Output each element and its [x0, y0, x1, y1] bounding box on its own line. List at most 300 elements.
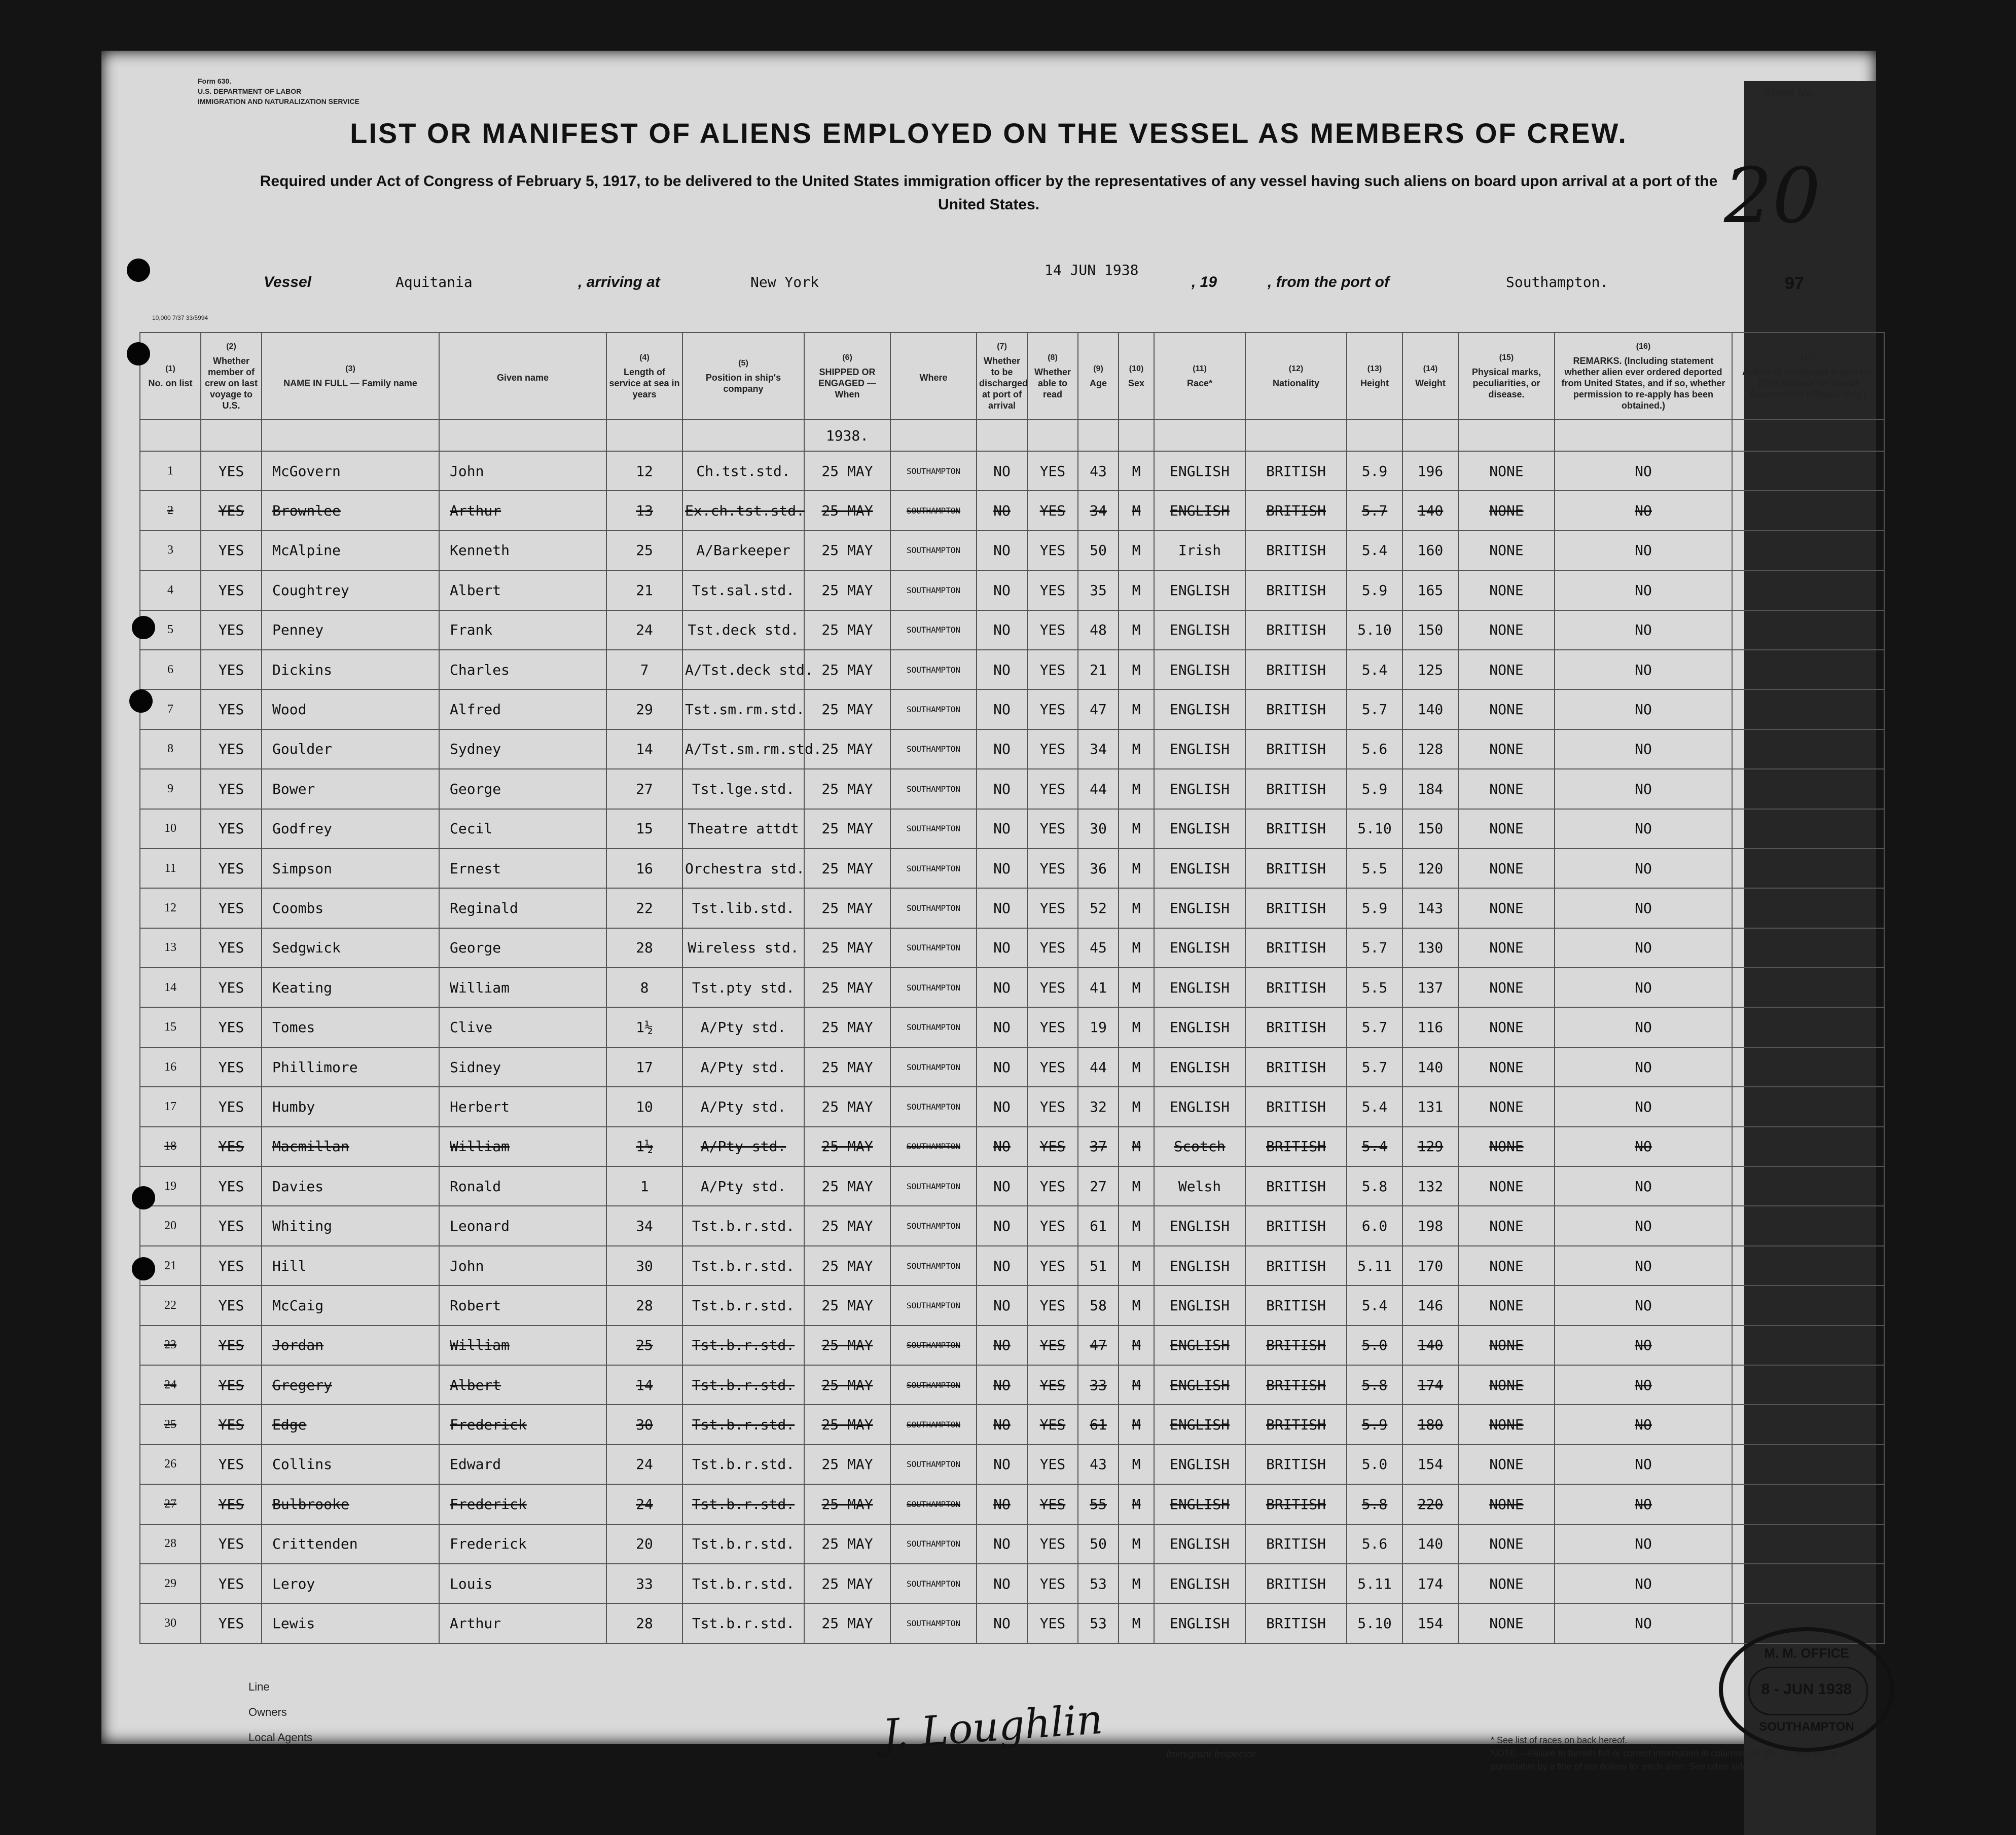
column-number: (15) [1499, 353, 1514, 362]
column-number: (16) [1636, 342, 1651, 351]
cell-read: YES [1027, 1127, 1078, 1166]
column-label: Given name [496, 373, 549, 383]
cell-discharged: NO [977, 1127, 1027, 1166]
cell-where: SOUTHAMPTON [890, 1326, 977, 1365]
cell-weight: 180 [1402, 1405, 1458, 1444]
cell-family: Sedgwick [262, 928, 439, 968]
cell-remarks: NO [1555, 1524, 1732, 1564]
cell-weight: 196 [1402, 451, 1458, 491]
cell-remarks: NO [1555, 1206, 1732, 1245]
cell-weight: 137 [1402, 968, 1458, 1007]
cell-service: 30 [606, 1246, 682, 1286]
cell-where: SOUTHAMPTON [890, 491, 977, 530]
table-row [140, 809, 1884, 849]
cell-prev: YES [201, 689, 262, 729]
cell-age: 61 [1078, 1206, 1119, 1245]
cell-race: Welsh [1154, 1166, 1245, 1206]
cell-height: 5.7 [1347, 1047, 1402, 1087]
cell-sex: M [1119, 1246, 1154, 1286]
cell-remarks: NO [1555, 1365, 1732, 1405]
cell-read: YES [1027, 1603, 1078, 1643]
cell-discharged: NO [977, 610, 1027, 650]
cell-height: 5.7 [1347, 689, 1402, 729]
cell-no: 12 [140, 888, 201, 928]
table-row [140, 1206, 1884, 1245]
column-label: Where [919, 373, 948, 383]
cell-where: SOUTHAMPTON [890, 1564, 977, 1603]
cell-remarks: NO [1555, 610, 1732, 650]
cell-when: 25 MAY [804, 1246, 890, 1286]
cell-position: Tst.b.r.std. [682, 1365, 804, 1405]
cell-prev: YES [201, 650, 262, 689]
cell-family: Hill [262, 1246, 439, 1286]
cell-where: SOUTHAMPTON [890, 1047, 977, 1087]
table-row [140, 491, 1884, 530]
cell-inspector-action [1732, 610, 1884, 650]
owners-label: Owners [248, 1706, 287, 1718]
cell-marks: NONE [1458, 769, 1555, 809]
cell-prev: YES [201, 1365, 262, 1405]
cell-read: YES [1027, 1087, 1078, 1126]
cell-age: 32 [1078, 1087, 1119, 1126]
column-label: NAME IN FULL — Family name [283, 378, 417, 388]
cell-family: Godfrey [262, 809, 439, 849]
arriving-label: , arriving at [578, 274, 660, 290]
cell-no: 21 [140, 1246, 201, 1286]
cell-where: SOUTHAMPTON [890, 1246, 977, 1286]
column-header [804, 333, 890, 420]
cell-position: Tst.sm.rm.std. [682, 689, 804, 729]
cell-sex: M [1119, 1445, 1154, 1484]
cell-marks: NONE [1458, 650, 1555, 689]
cell-weight: 220 [1402, 1484, 1458, 1524]
table-row [140, 1484, 1884, 1524]
column-number: (14) [1423, 364, 1438, 373]
table-row [140, 650, 1884, 689]
cell-race: ENGLISH [1154, 610, 1245, 650]
cell-inspector-action [1732, 928, 1884, 968]
cell-height: 5.6 [1347, 729, 1402, 769]
cell-no: 9 [140, 769, 201, 809]
cell-race: ENGLISH [1154, 769, 1245, 809]
cell-marks: NONE [1458, 1087, 1555, 1126]
cell-sex: M [1119, 1405, 1154, 1444]
table-row [140, 1246, 1884, 1286]
cell-family: Wood [262, 689, 439, 729]
column-header [201, 333, 262, 420]
cell-where: SOUTHAMPTON [890, 1007, 977, 1047]
cell-where: SOUTHAMPTON [890, 1127, 977, 1166]
cell-read: YES [1027, 1206, 1078, 1245]
cell-position: Theatre attdt [682, 809, 804, 849]
cell-where: SOUTHAMPTON [890, 1405, 977, 1444]
cell-race: ENGLISH [1154, 1405, 1245, 1444]
cell-race: ENGLISH [1154, 1524, 1245, 1564]
cell-given: Cecil [439, 809, 606, 849]
cell-height: 5.0 [1347, 1445, 1402, 1484]
cell-read: YES [1027, 1445, 1078, 1484]
cell-read: YES [1027, 451, 1078, 491]
cell-height: 5.10 [1347, 1603, 1402, 1643]
manifest-sheet [101, 51, 1876, 1772]
empty-cell [1119, 420, 1154, 451]
cell-remarks: NO [1555, 650, 1732, 689]
cell-service: 24 [606, 610, 682, 650]
cell-no: 10 [140, 809, 201, 849]
cell-sex: M [1119, 491, 1154, 530]
cell-weight: 130 [1402, 928, 1458, 968]
cell-position: A/Tst.deck std. [682, 650, 804, 689]
cell-height: 5.5 [1347, 968, 1402, 1007]
inspector-signature: J. Loughlin [881, 1695, 1104, 1758]
cell-height: 5.4 [1347, 1286, 1402, 1325]
cell-when: 25 MAY [804, 610, 890, 650]
table-row [140, 1127, 1884, 1166]
cell-marks: NONE [1458, 451, 1555, 491]
cell-sex: M [1119, 809, 1154, 849]
cell-position: Tst.b.r.std. [682, 1484, 804, 1524]
empty-cell [439, 420, 606, 451]
cell-sex: M [1119, 968, 1154, 1007]
table-row [140, 1564, 1884, 1603]
cell-nationality: BRITISH [1245, 968, 1347, 1007]
cell-height: 5.4 [1347, 650, 1402, 689]
cell-given: Alfred [439, 689, 606, 729]
column-header [682, 333, 804, 420]
cell-when: 25 MAY [804, 1127, 890, 1166]
cell-prev: YES [201, 1524, 262, 1564]
cell-weight: 128 [1402, 729, 1458, 769]
punch-hole [129, 689, 153, 713]
cell-height: 5.6 [1347, 1524, 1402, 1564]
cell-position: A/Pty std. [682, 1007, 804, 1047]
cell-given: John [439, 1246, 606, 1286]
cell-marks: NONE [1458, 1206, 1555, 1245]
cell-position: Ch.tst.std. [682, 451, 804, 491]
cell-age: 33 [1078, 1365, 1119, 1405]
column-label: SHIPPED OR ENGAGED — When [818, 367, 876, 399]
cell-nationality: BRITISH [1245, 1127, 1347, 1166]
cell-race: ENGLISH [1154, 451, 1245, 491]
cell-prev: YES [201, 531, 262, 570]
cell-when: 25 MAY [804, 1445, 890, 1484]
cell-discharged: NO [977, 650, 1027, 689]
column-label: Race* [1186, 378, 1213, 388]
empty-cell [1078, 420, 1119, 451]
cell-no: 22 [140, 1286, 201, 1325]
cell-service: 25 [606, 531, 682, 570]
cell-read: YES [1027, 1166, 1078, 1206]
cell-service: 27 [606, 769, 682, 809]
cell-given: Louis [439, 1564, 606, 1603]
cell-read: YES [1027, 491, 1078, 530]
cell-remarks: NO [1555, 531, 1732, 570]
cell-given: John [439, 451, 606, 491]
empty-cell [1245, 420, 1347, 451]
cell-inspector-action [1732, 689, 1884, 729]
cell-discharged: NO [977, 809, 1027, 849]
table-row [140, 1326, 1884, 1365]
cell-nationality: BRITISH [1245, 650, 1347, 689]
column-number: (7) [997, 342, 1007, 351]
cell-given: Frederick [439, 1484, 606, 1524]
cell-position: Tst.lib.std. [682, 888, 804, 928]
cell-service: 8 [606, 968, 682, 1007]
cell-age: 37 [1078, 1127, 1119, 1166]
cell-where: SOUTHAMPTON [890, 570, 977, 610]
column-header [1245, 333, 1347, 420]
cell-read: YES [1027, 769, 1078, 809]
cell-remarks: NO [1555, 729, 1732, 769]
cell-race: ENGLISH [1154, 1603, 1245, 1643]
cell-when: 25 MAY [804, 1166, 890, 1206]
cell-age: 50 [1078, 1524, 1119, 1564]
cell-when: 25 MAY [804, 570, 890, 610]
cell-inspector-action [1732, 1445, 1884, 1484]
cell-marks: NONE [1458, 689, 1555, 729]
cell-race: ENGLISH [1154, 491, 1245, 530]
stamp-bottom-text: SOUTHAMPTON [1759, 1720, 1854, 1734]
cell-where: SOUTHAMPTON [890, 1286, 977, 1325]
cell-given: Reginald [439, 888, 606, 928]
cell-where: SOUTHAMPTON [890, 888, 977, 928]
cell-marks: NONE [1458, 1246, 1555, 1286]
column-number: (1) [165, 364, 175, 373]
cell-prev: YES [201, 1564, 262, 1603]
cell-where: SOUTHAMPTON [890, 928, 977, 968]
cell-family: Simpson [262, 849, 439, 888]
cell-no: 11 [140, 849, 201, 888]
cell-remarks: NO [1555, 1127, 1732, 1166]
cell-prev: YES [201, 610, 262, 650]
cell-read: YES [1027, 1326, 1078, 1365]
punch-hole [132, 1186, 155, 1209]
cell-weight: 154 [1402, 1445, 1458, 1484]
cell-nationality: BRITISH [1245, 1484, 1347, 1524]
column-label: Age [1089, 378, 1107, 388]
cell-read: YES [1027, 809, 1078, 849]
column-label: REMARKS. (Including statement whether alien ever ordered deported from United States, and if so, whether permission to re-apply has been obtained.) [1561, 356, 1725, 411]
cell-no: 7 [140, 689, 201, 729]
cell-age: 58 [1078, 1286, 1119, 1325]
cell-sex: M [1119, 570, 1154, 610]
table-row [140, 689, 1884, 729]
cell-where: SOUTHAMPTON [890, 968, 977, 1007]
cell-inspector-action [1732, 729, 1884, 769]
cell-race: ENGLISH [1154, 1326, 1245, 1365]
cell-sex: M [1119, 650, 1154, 689]
cell-family: Coombs [262, 888, 439, 928]
cell-position: Tst.sal.std. [682, 570, 804, 610]
cell-prev: YES [201, 968, 262, 1007]
cell-no: 26 [140, 1445, 201, 1484]
cell-remarks: NO [1555, 1603, 1732, 1643]
cell-when: 25 MAY [804, 451, 890, 491]
cell-service: 1 [606, 1166, 682, 1206]
cell-nationality: BRITISH [1245, 1564, 1347, 1603]
vessel-name: Aquitania [395, 274, 473, 290]
cell-read: YES [1027, 1286, 1078, 1325]
cell-family: Collins [262, 1445, 439, 1484]
cell-where: SOUTHAMPTON [890, 1524, 977, 1564]
agents-label: Local Agents [248, 1731, 312, 1744]
table-row [140, 928, 1884, 968]
cell-age: 44 [1078, 769, 1119, 809]
table-row [140, 1365, 1884, 1405]
cell-age: 30 [1078, 809, 1119, 849]
cell-given: Herbert [439, 1087, 606, 1126]
cell-remarks: NO [1555, 1007, 1732, 1047]
year-label: , 19 [1192, 274, 1217, 290]
cell-family: Brownlee [262, 491, 439, 530]
cell-sex: M [1119, 451, 1154, 491]
cell-race: ENGLISH [1154, 849, 1245, 888]
cell-family: Whiting [262, 1206, 439, 1245]
cell-position: Tst.b.r.std. [682, 1246, 804, 1286]
column-label: Whether to be discharged at port of arrival [979, 356, 1028, 411]
cell-inspector-action [1732, 1524, 1884, 1564]
column-number: (3) [345, 364, 355, 373]
table-row [140, 610, 1884, 650]
cell-weight: 170 [1402, 1246, 1458, 1286]
cell-weight: 198 [1402, 1206, 1458, 1245]
column-label: Whether member of crew on last voyage to U.S. [204, 356, 258, 411]
cell-discharged: NO [977, 1047, 1027, 1087]
cell-height: 5.11 [1347, 1246, 1402, 1286]
cell-service: 28 [606, 1286, 682, 1325]
cell-nationality: BRITISH [1245, 1206, 1347, 1245]
cell-remarks: NO [1555, 1087, 1732, 1126]
cell-no: 3 [140, 531, 201, 570]
cell-sex: M [1119, 1087, 1154, 1126]
cell-where: SOUTHAMPTON [890, 1603, 977, 1643]
cell-service: 17 [606, 1047, 682, 1087]
cell-remarks: NO [1555, 1326, 1732, 1365]
cell-marks: NONE [1458, 1445, 1555, 1484]
cell-service: 16 [606, 849, 682, 888]
line-label: Line [248, 1680, 270, 1693]
empty-cell [977, 420, 1027, 451]
cell-age: 55 [1078, 1484, 1119, 1524]
cell-family: McAlpine [262, 531, 439, 570]
punch-hole [132, 616, 155, 639]
cell-discharged: NO [977, 1484, 1027, 1524]
cell-weight: 132 [1402, 1166, 1458, 1206]
cell-when: 25 MAY [804, 928, 890, 968]
cell-age: 41 [1078, 968, 1119, 1007]
cell-height: 5.4 [1347, 531, 1402, 570]
cell-prev: YES [201, 1286, 262, 1325]
cell-prev: YES [201, 1166, 262, 1206]
cell-age: 27 [1078, 1166, 1119, 1206]
cell-given: Leonard [439, 1206, 606, 1245]
column-label: Action of Immigrant Inspector. (This column for use of Government officials only.) [1742, 367, 1875, 399]
cell-weight: 140 [1402, 1326, 1458, 1365]
cell-when: 25 MAY [804, 1484, 890, 1524]
cell-race: ENGLISH [1154, 1286, 1245, 1325]
cell-service: 7 [606, 650, 682, 689]
cell-remarks: NO [1555, 968, 1732, 1007]
cell-position: Wireless std. [682, 928, 804, 968]
empty-cell [682, 420, 804, 451]
cell-nationality: BRITISH [1245, 491, 1347, 530]
cell-discharged: NO [977, 1326, 1027, 1365]
cell-no: 6 [140, 650, 201, 689]
arrival-date: 14 JUN 1938 [1045, 262, 1139, 278]
cell-no: 25 [140, 1405, 201, 1444]
cell-inspector-action [1732, 1405, 1884, 1444]
cell-remarks: NO [1555, 928, 1732, 968]
cell-no: 30 [140, 1603, 201, 1643]
crew-table [139, 332, 1885, 1644]
cell-prev: YES [201, 451, 262, 491]
cell-where: SOUTHAMPTON [890, 1365, 977, 1405]
table-row [140, 1166, 1884, 1206]
cell-service: 29 [606, 689, 682, 729]
cell-remarks: NO [1555, 1405, 1732, 1444]
cell-age: 52 [1078, 888, 1119, 928]
cell-marks: NONE [1458, 968, 1555, 1007]
cell-position: A/Pty std. [682, 1087, 804, 1126]
cell-given: William [439, 1127, 606, 1166]
cell-no: 29 [140, 1564, 201, 1603]
cell-inspector-action [1732, 1206, 1884, 1245]
cell-sex: M [1119, 531, 1154, 570]
page-subtitle: Required under Act of Congress of February 5, 1917, to be delivered to the United States immigration officer by the representatives of any vessel having such aliens on board upon arrival at a port of the United States. [260, 173, 1718, 213]
column-number: (10) [1129, 364, 1144, 373]
cell-prev: YES [201, 1206, 262, 1245]
cell-sex: M [1119, 1326, 1154, 1365]
cell-family: Coughtrey [262, 570, 439, 610]
cell-inspector-action [1732, 888, 1884, 928]
cell-service: 20 [606, 1524, 682, 1564]
cell-marks: NONE [1458, 1484, 1555, 1524]
cell-sex: M [1119, 729, 1154, 769]
cell-height: 5.5 [1347, 849, 1402, 888]
cell-given: Frank [439, 610, 606, 650]
empty-cell [1458, 420, 1555, 451]
cell-when: 25 MAY [804, 1564, 890, 1603]
cell-height: 5.4 [1347, 1127, 1402, 1166]
cell-marks: NONE [1458, 1365, 1555, 1405]
cell-marks: NONE [1458, 531, 1555, 570]
column-label: Position in ship's company [705, 373, 781, 394]
cell-inspector-action [1732, 531, 1884, 570]
races-note: * See list of races on back hereof. [1491, 1735, 1628, 1745]
cell-weight: 150 [1402, 610, 1458, 650]
punch-hole [132, 1257, 155, 1280]
cell-position: A/Pty std. [682, 1166, 804, 1206]
cell-height: 5.8 [1347, 1484, 1402, 1524]
cell-weight: 165 [1402, 570, 1458, 610]
cell-prev: YES [201, 570, 262, 610]
cell-given: Arthur [439, 1603, 606, 1643]
cell-prev: YES [201, 1603, 262, 1643]
table-row [140, 1047, 1884, 1087]
cell-given: Sydney [439, 729, 606, 769]
cell-inspector-action [1732, 570, 1884, 610]
cell-position: Tst.pty std. [682, 968, 804, 1007]
cell-where: SOUTHAMPTON [890, 769, 977, 809]
cell-when: 25 MAY [804, 1524, 890, 1564]
cell-prev: YES [201, 1405, 262, 1444]
cell-family: McCaig [262, 1286, 439, 1325]
cell-marks: NONE [1458, 849, 1555, 888]
cell-height: 5.4 [1347, 1087, 1402, 1126]
cell-height: 5.0 [1347, 1326, 1402, 1365]
from-label: , from the port of [1268, 274, 1389, 290]
cell-family: Crittenden [262, 1524, 439, 1564]
